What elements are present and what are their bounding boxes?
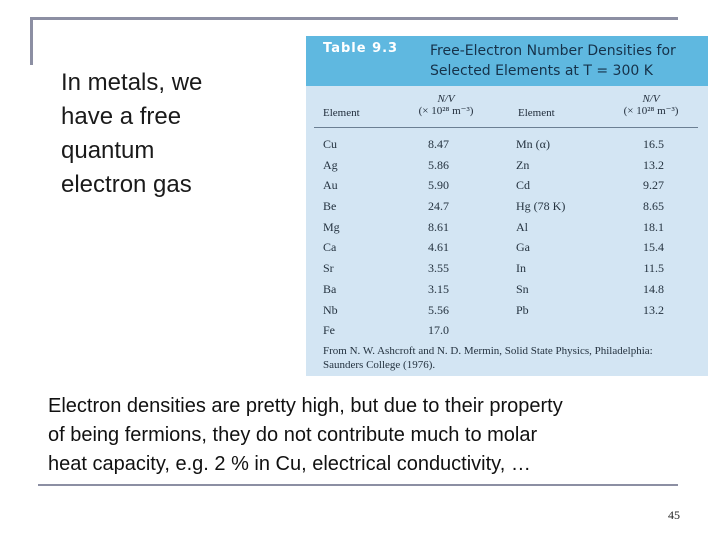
density-cell: 16.5 <box>643 137 664 151</box>
table-row <box>306 218 708 239</box>
intro-text <box>61 66 281 202</box>
density-table-figure <box>306 36 708 376</box>
table-row <box>306 197 708 218</box>
element-cell: Al <box>516 219 528 234</box>
column-header-element: Element <box>518 107 555 119</box>
table-row <box>306 238 708 259</box>
page-number: 45 <box>668 508 680 522</box>
table-title-line: Selected Elements at T = 300 K <box>430 63 653 79</box>
element-cell: Hg (78 K) <box>516 199 566 214</box>
caption-line: Electron densities are pretty high, but due to their property <box>48 395 563 417</box>
caption-text <box>48 392 688 479</box>
table-header-band <box>306 36 708 86</box>
source-line: From N. W. Ashcroft and N. D. Mermin, Solid State Physics, Philadelphia: <box>323 345 653 357</box>
table-row <box>306 280 708 301</box>
element-cell: Ba <box>323 281 337 296</box>
frame-top-rule <box>30 17 678 20</box>
element-cell: Ga <box>516 240 530 255</box>
element-cell: Sr <box>323 261 334 276</box>
element-cell: Sn <box>516 281 529 296</box>
density-cell: 18.1 <box>643 219 664 234</box>
frame-bottom-rule <box>38 484 678 486</box>
density-cell: 15.4 <box>643 240 664 255</box>
intro-line: In metals, we <box>61 69 203 96</box>
density-cell: 13.2 <box>643 302 664 317</box>
table-row <box>306 156 708 177</box>
element-cell: Be <box>323 199 337 214</box>
column-header-element: Element <box>323 107 360 119</box>
element-cell: Fe <box>323 323 335 338</box>
element-cell: Cd <box>516 178 531 193</box>
density-cell: 17.0 <box>428 323 449 338</box>
density-cell: 3.15 <box>428 281 449 296</box>
element-cell: Mn (α) <box>516 137 550 151</box>
table-body <box>306 135 708 342</box>
column-header-nv: N/V <box>437 93 455 105</box>
column-header-nv: N/V <box>642 93 660 105</box>
element-cell: Ca <box>323 240 337 255</box>
element-cell: In <box>516 261 526 276</box>
intro-line: electron gas <box>61 171 192 198</box>
element-cell: Nb <box>323 302 338 317</box>
column-header-density <box>611 93 691 117</box>
density-cell: 5.90 <box>428 178 449 193</box>
caption-line: of being fermions, they do not contribute much to molar <box>48 424 538 446</box>
density-cell: 5.56 <box>428 302 449 317</box>
element-cell: Ag <box>323 157 338 172</box>
table-row <box>306 259 708 280</box>
header-divider <box>314 127 698 128</box>
element-cell: Cu <box>323 137 338 151</box>
table-row <box>306 301 708 322</box>
column-header-unit: (× 10²⁸ m⁻³) <box>418 105 474 117</box>
density-cell: 5.86 <box>428 157 449 172</box>
table-source-note <box>323 344 703 372</box>
table-title-line: Free-Electron Number Densities for <box>430 43 676 59</box>
density-cell: 11.5 <box>643 261 664 276</box>
density-cell: 4.61 <box>428 240 449 255</box>
density-cell: 8.61 <box>428 219 449 234</box>
table-row <box>306 135 708 156</box>
table-tag: Table 9.3 <box>323 41 399 56</box>
density-cell: 8.65 <box>643 199 664 214</box>
density-cell: 3.55 <box>428 261 449 276</box>
element-cell: Zn <box>516 157 530 172</box>
source-line: Saunders College (1976). <box>323 359 436 371</box>
column-header-density <box>406 93 486 117</box>
caption-line: heat capacity, e.g. 2 % in Cu, electrical conductivity, … <box>48 453 531 475</box>
density-cell: 24.7 <box>428 199 449 214</box>
table-row <box>306 176 708 197</box>
density-cell: 8.47 <box>428 137 449 151</box>
column-header-unit: (× 10²⁸ m⁻³) <box>623 105 679 117</box>
intro-line: quantum <box>61 137 155 164</box>
density-cell: 9.27 <box>643 178 664 193</box>
intro-line: have a free <box>61 103 182 130</box>
table-title <box>430 41 705 81</box>
element-cell: Pb <box>516 302 529 317</box>
element-cell: Au <box>323 178 338 193</box>
density-cell: 14.8 <box>643 281 664 296</box>
element-cell: Mg <box>323 219 340 234</box>
frame-left-rule <box>30 17 33 65</box>
density-cell: 13.2 <box>643 157 664 172</box>
table-row <box>306 321 708 342</box>
